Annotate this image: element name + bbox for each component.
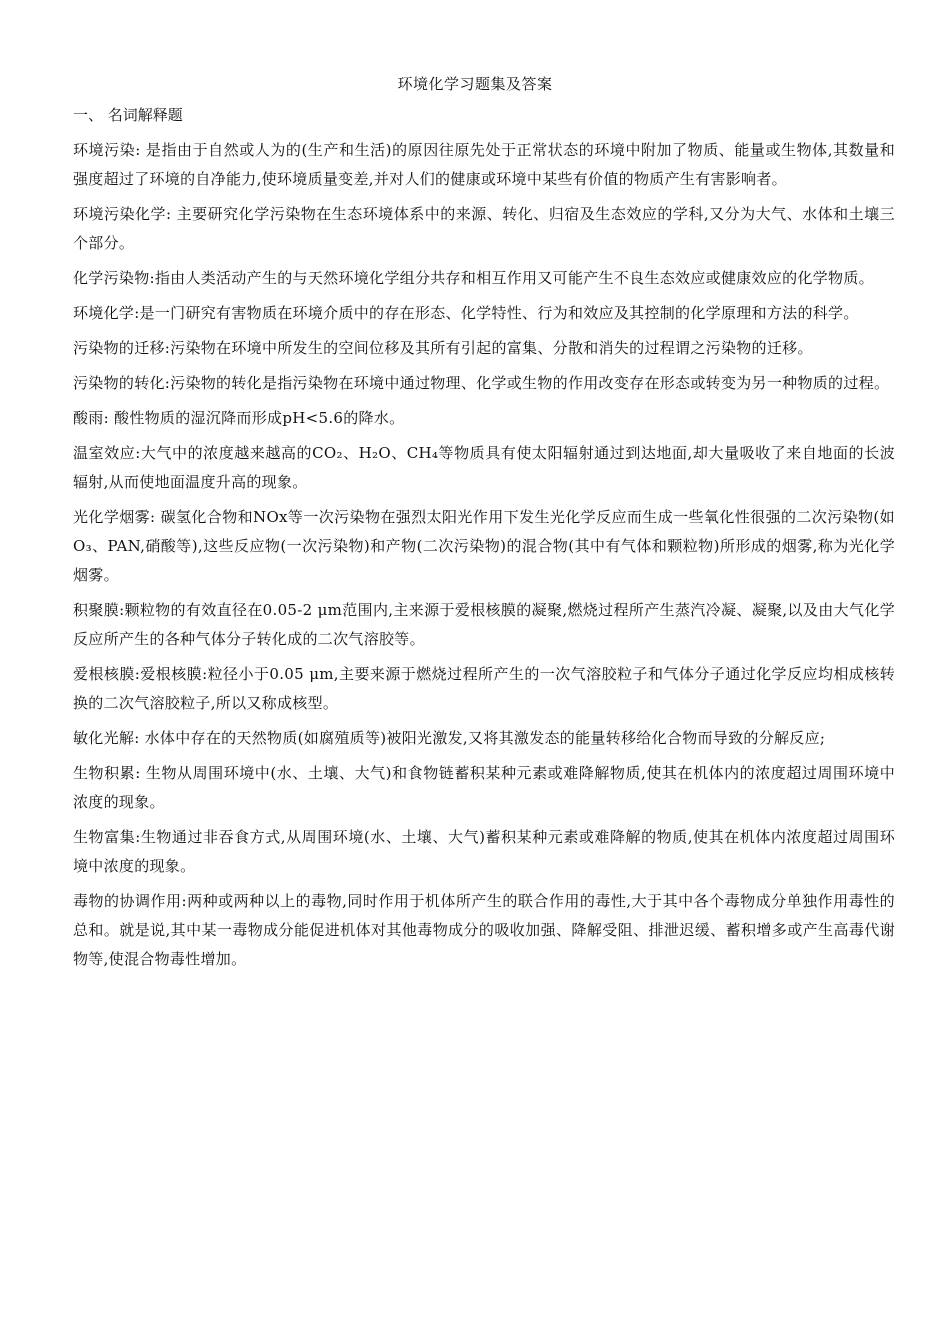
definition-entry: 生物富集:生物通过非吞食方式,从周围环境(水、土壤、大气)蓄积某种元素或难降解的物质,使其在机体内浓度超过周围环境中浓度的现象。 [73,828,895,875]
definition-entry: 环境化学:是一门研究有害物质在环境介质中的存在形态、化学特性、行为和效应及其控制的化学原理和方法的科学。 [73,304,859,322]
definition-entry: 酸雨: 酸性物质的湿沉降而形成pH<5.6的降水。 [73,409,405,427]
definition-list [73,136,895,980]
definition-entry: 生物积累: 生物从周围环境中(水、土壤、大气)和食物链蓄积某种元素或难降解物质,使其在机体内的浓度超过周围环境中浓度的现象。 [73,764,895,811]
document-title: 环境化学习题集及答案 [397,75,553,93]
definition-entry: 温室效应:大气中的浓度越来越高的CO₂、H₂O、CH₄等物质具有使太阳辐射通过到达地面,却大量吸收了来自地面的长波辐射,从而使地面温度升高的现象。 [73,444,895,491]
section-heading: 一、 名词解释题 [73,106,183,124]
definition-entry: 化学污染物:指由人类活动产生的与天然环境化学组分共存和相互作用又可能产生不良生态效应或健康效应的化学物质。 [73,269,874,287]
definition-entry: 环境污染: 是指由于自然或人为的(生产和生活)的原因往原先处于正常状态的环境中附加了物质、能量或生物体,其数量和强度超过了环境的自净能力,使环境质量变差,并对人们的健康或环境中某些有价值的物质产生有害影响者。 [73,141,895,188]
definition-entry: 积聚膜:颗粒物的有效直径在0.05-2 μm范围内,主来源于爱根核膜的凝聚,燃烧过程所产生蒸汽冷凝、凝聚,以及由大气化学反应所产生的各种气体分子转化成的二次气溶胶等。 [73,601,895,648]
definition-entry: 污染物的转化:污染物的转化是指污染物在环境中通过物理、化学或生物的作用改变存在形态或转变为另一种物质的过程。 [73,374,890,392]
definition-entry: 毒物的协调作用:两种或两种以上的毒物,同时作用于机体所产生的联合作用的毒性,大于其中各个毒物成分单独作用毒性的总和。就是说,其中某一毒物成分能促进机体对其他毒物成分的吸收加强、降解受阻、排泄迟缓、蓄积增多或产生高毒代谢物等,使混合物毒性增加。 [73,892,895,968]
definition-entry: 敏化光解: 水体中存在的天然物质(如腐殖质等)被阳光激发,又将其激发态的能量转移给化合物而导致的分解反应; [73,729,826,747]
definition-entry: 爱根核膜:爱根核膜:粒径小于0.05 μm,主要来源于燃烧过程所产生的一次气溶胶粒子和气体分子通过化学反应均相成核转换的二次气溶胶粒子,所以又称成核型。 [73,665,895,712]
definition-entry: 污染物的迁移:污染物在环境中所发生的空间位移及其所有引起的富集、分散和消失的过程谓之污染物的迁移。 [73,339,813,357]
definition-entry: 环境污染化学: 主要研究化学污染物在生态环境体系中的来源、转化、归宿及生态效应的学科,又分为大气、水体和土壤三个部分。 [73,205,895,252]
definition-entry: 光化学烟雾: 碳氢化合物和NOx等一次污染物在强烈太阳光作用下发生光化学反应而生成一些氧化性很强的二次污染物(如O₃、PAN,硝酸等),这些反应物(一次污染物)和产物(二次污染物)的混合物(其中有气体和颗粒物)所形成的烟雾,称为光化学烟雾。 [73,508,895,584]
